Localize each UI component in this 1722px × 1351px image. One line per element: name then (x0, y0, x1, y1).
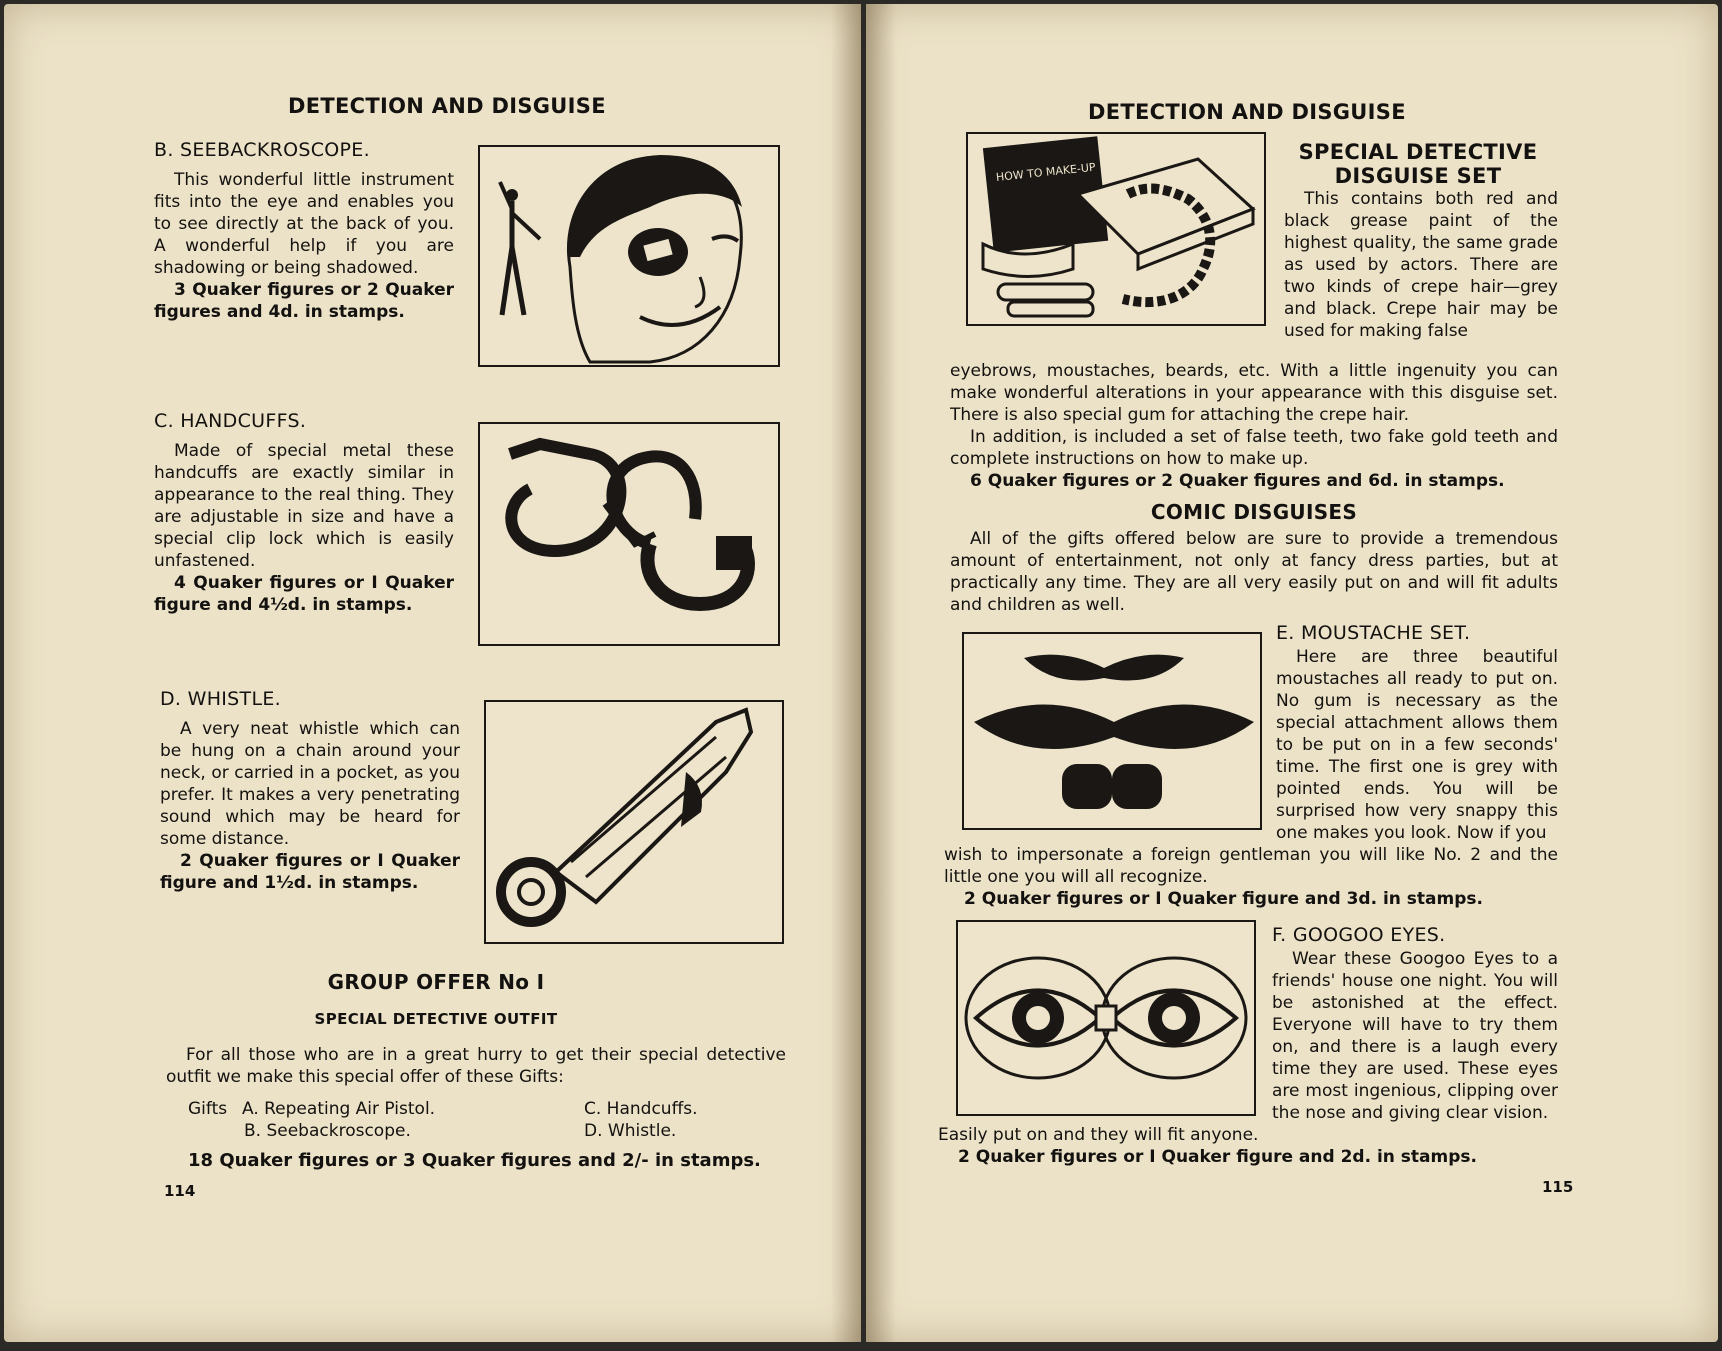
moustache-illustration (962, 632, 1262, 830)
googoo-body-top (1272, 948, 1558, 1124)
comic-disguises-intro (950, 528, 1558, 616)
gift-item: A. Repeating Air Pistol. (242, 1099, 436, 1119)
googoo-eyes-illustration (956, 920, 1256, 1116)
disguise-set-extra-text: In addition, is included a set of false teeth, two fake gold teeth and complete instructions on how to make up. (950, 427, 1558, 469)
group-offer-price: 18 Quaker figures or 3 Quaker figures and 2/- in stamps. (188, 1150, 761, 1171)
spine-shadow (831, 4, 861, 1342)
page-header: DETECTION AND DISGUISE (1088, 100, 1406, 124)
item-description: A very neat whistle which can be hung on a chain around your neck, or carried in a pocket, as you prefer. It makes a very penetrating sound which may be heard for some distance. (160, 719, 460, 849)
group-offer-title: GROUP OFFER No I (327, 970, 545, 994)
item-title-googoo-eyes: F. GOOGOO EYES. (1272, 924, 1446, 946)
disguise-set-body-top (1284, 188, 1558, 360)
moustache-body-bottom (944, 844, 1558, 888)
comic-disguises-title: COMIC DISGUISES (1150, 500, 1358, 524)
item-body-handcuffs (154, 440, 454, 616)
left-page (4, 4, 861, 1342)
moustache-price: 2 Quaker figures or I Quaker figure and 3d. in stamps. (964, 889, 1483, 909)
moustache-body-top (1276, 646, 1558, 844)
googoo-price: 2 Quaker figures or I Quaker figure and 2d. in stamps. (958, 1147, 1477, 1167)
disguise-set-extra (950, 426, 1558, 492)
moustache-description: Here are three beautiful moustaches all ready to put on. No gum is necessary as the special attachment allows them to be put on in a few seconds' time. The first one is grey with pointed ends. You will be surprised how very snappy this one makes you look. Now if you (1276, 647, 1558, 843)
gift-item: C. Handcuffs. (584, 1099, 698, 1119)
item-description: Made of special metal these handcuffs are exactly similar in appearance to the real thing. They are adjustable in size and have a special clip lock which is easily unfastened. (154, 441, 454, 571)
item-title-seebackroscope: B. SEEBACKROSCOPE. (154, 139, 370, 161)
item-price: 4 Quaker figures or I Quaker figure and 4½d. in stamps. (154, 573, 454, 615)
item-body-whistle (160, 718, 460, 894)
group-offer-intro (166, 1044, 786, 1088)
item-body-seebackroscope (154, 169, 454, 323)
spine-shadow (866, 4, 896, 1342)
disguise-set-title-line1: SPECIAL DETECTIVE (1298, 140, 1538, 164)
moustache-description-cont: wish to impersonate a foreign gentleman you will like No. 2 and the little one you will all recognize. (944, 845, 1558, 887)
page-number: 114 (164, 1182, 196, 1200)
googoo-description: Wear these Googoo Eyes to a friends' house one night. You will be astonished at the effect. Everyone will have to try them on, and there is a laugh every time they are used. These eyes are most ingenious, clipping over the nose and giving clear vision. (1272, 949, 1558, 1123)
item-title-moustache: E. MOUSTACHE SET. (1276, 622, 1471, 644)
gift-item: D. Whistle. (584, 1121, 677, 1141)
seebackroscope-illustration (478, 145, 780, 367)
item-price: 2 Quaker figures or I Quaker figure and 1½d. in stamps. (160, 851, 460, 893)
handcuffs-illustration (478, 422, 780, 646)
disguise-set-description-cont: eyebrows, moustaches, beards, etc. With a little ingenuity you can make wonderful alterations in your appearance with this disguise set. There is also special gum for attaching the crepe hair. (950, 361, 1558, 425)
item-price: 3 Quaker figures or 2 Quaker figures and 4d. in stamps. (154, 280, 454, 322)
disguise-set-body-bottom (950, 360, 1558, 426)
disguise-set-illustration (966, 132, 1266, 326)
book-label: HOW TO MAKE-UP (995, 160, 1097, 184)
item-description: This wonderful little instrument fits into the eye and enables you to see directly at the back of you. A wonderful help if you are shadowing or being shadowed. (154, 170, 454, 278)
gifts-label: Gifts (188, 1099, 228, 1119)
group-offer-intro-text: For all those who are in a great hurry to get their special detective outfit we make this special offer of these Gifts: (166, 1045, 786, 1087)
googoo-description-cont: Easily put on and they will fit anyone. (938, 1125, 1259, 1145)
gift-item: B. Seebackroscope. (244, 1121, 411, 1141)
right-page (866, 4, 1718, 1342)
disguise-set-title-line2: DISGUISE SET (1334, 164, 1502, 188)
item-title-whistle: D. WHISTLE. (160, 688, 281, 710)
googoo-body-bottom (938, 1124, 1558, 1146)
page-header: DETECTION AND DISGUISE (288, 94, 606, 118)
item-title-handcuffs: C. HANDCUFFS. (154, 410, 307, 432)
group-offer-subtitle: SPECIAL DETECTIVE OUTFIT (314, 1010, 558, 1028)
whistle-illustration (484, 700, 784, 944)
page-number: 115 (1542, 1178, 1574, 1196)
disguise-set-description: This contains both red and black grease paint of the highest quality, the same grade as used by actors. There are two kinds of crepe hair—grey and black. Crepe hair may be used for making false (1284, 189, 1558, 341)
disguise-set-price: 6 Quaker figures or 2 Quaker figures and 6d. in stamps. (970, 471, 1505, 491)
comic-intro-text: All of the gifts offered below are sure to provide a tremendous amount of entertainment, not only at fancy dress parties, but at practically any time. They are all very easily put on and will fit adults and children as well. (950, 529, 1558, 615)
